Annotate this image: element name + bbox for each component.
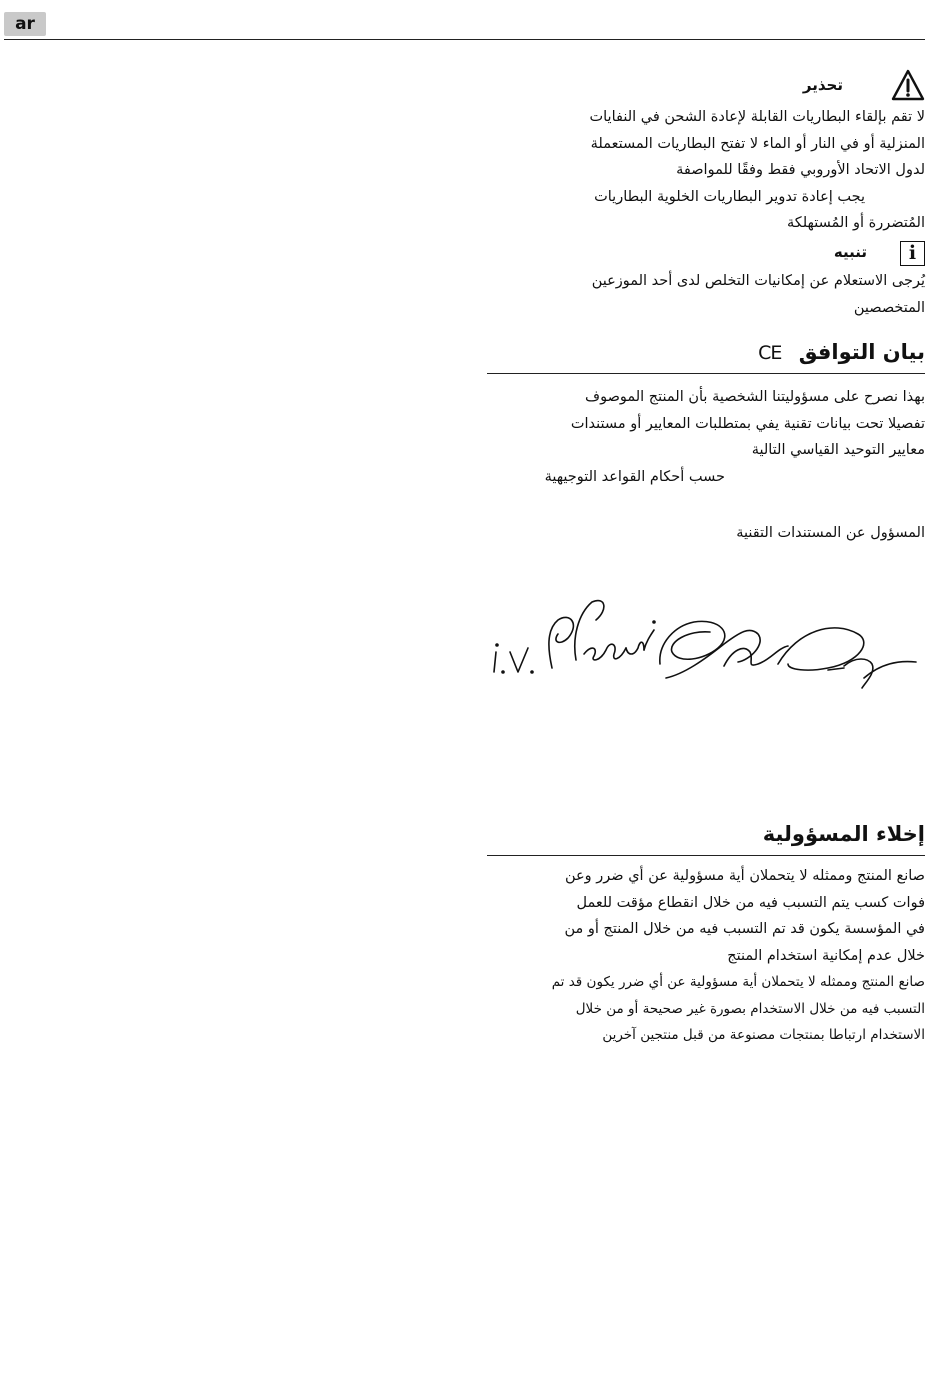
- warning-line: المُتضررة أو المُستهلكة: [786, 215, 925, 231]
- note-line: المتخصصين: [853, 299, 925, 316]
- signature-image: [488, 590, 928, 700]
- conformity-line: بهذا نصرح على مسؤوليتنا الشخصية بأن المنتج الموصوف: [585, 389, 925, 405]
- note-title: تنبيه: [833, 243, 867, 261]
- warning-line: المنزلية أو في النار أو الماء لا تفتح البطاريات المستعملة: [590, 135, 925, 152]
- conformity-rule: [487, 373, 925, 374]
- disclaimer-line: التسبب فيه من خلال الاستخدام بصورة غير صحيحة أو من خلال: [575, 1000, 925, 1017]
- disclaimer-title: إخلاء المسؤولية: [762, 822, 925, 846]
- conformity-line: معايير التوحيد القياسي التالية: [751, 442, 925, 458]
- conformity-title: بيان التوافق: [798, 340, 925, 364]
- note-line: يُرجى الاستعلام عن إمكانيات التخلص لدى أحد الموزعين: [591, 273, 925, 289]
- disclaimer-heading: [485, 822, 925, 846]
- language-tab: ar: [4, 12, 46, 36]
- warning-line: لا تقم بإلقاء البطاريات القابلة لإعادة الشحن في النفايات: [589, 109, 925, 125]
- note-text: [485, 268, 925, 321]
- conformity-line: حسب أحكام القواعد التوجيهية: [544, 468, 725, 485]
- disclaimer-line: الاستخدام ارتباطا بمنتجات مصنوعة من قبل منتجين آخرين: [602, 1027, 925, 1043]
- responsible-line: المسؤول عن المستندات التقنية: [736, 525, 925, 541]
- warning-text: [485, 104, 925, 237]
- conformity-line: تفصيلا تحت بيانات تقنية يفي بمتطلبات المعايير أو مستندات: [570, 415, 925, 432]
- conformity-text: [485, 384, 925, 490]
- warning-line: يجب إعادة تدوير البطاريات الخلوية البطاريات: [594, 188, 865, 205]
- info-icon: i: [900, 241, 925, 266]
- disclaimer-line: خلال عدم إمكانية استخدام المنتج: [727, 947, 925, 964]
- warning-title: تحذير: [802, 76, 843, 94]
- disclaimer-text: [485, 863, 925, 1049]
- disclaimer-rule: [487, 855, 925, 856]
- ce-mark-icon: CE: [758, 342, 782, 364]
- disclaimer-line: صانع المنتج وممثله لا يتحملان أية مسؤولية عن أي ضرر يكون قد تم: [551, 974, 925, 990]
- disclaimer-line: في المؤسسة يكون قد تم التسبب فيه من خلال المنتج أو من: [564, 921, 925, 937]
- warning-header: [485, 68, 925, 106]
- warning-line: لدول الاتحاد الأوروبي فقط وفقًا للمواصفة: [676, 162, 925, 178]
- disclaimer-line: صانع المنتج وممثله لا يتحملان أية مسؤولية عن أي ضرر وعن: [564, 868, 925, 884]
- warning-triangle-icon: [891, 68, 925, 102]
- responsible-label: [485, 520, 925, 547]
- note-header: [485, 241, 925, 271]
- header-rule: [4, 39, 925, 40]
- disclaimer-line: فوات كسب يتم التسبب فيه من خلال انقطاع مؤقت للعمل: [576, 894, 925, 911]
- conformity-heading: [485, 340, 925, 364]
